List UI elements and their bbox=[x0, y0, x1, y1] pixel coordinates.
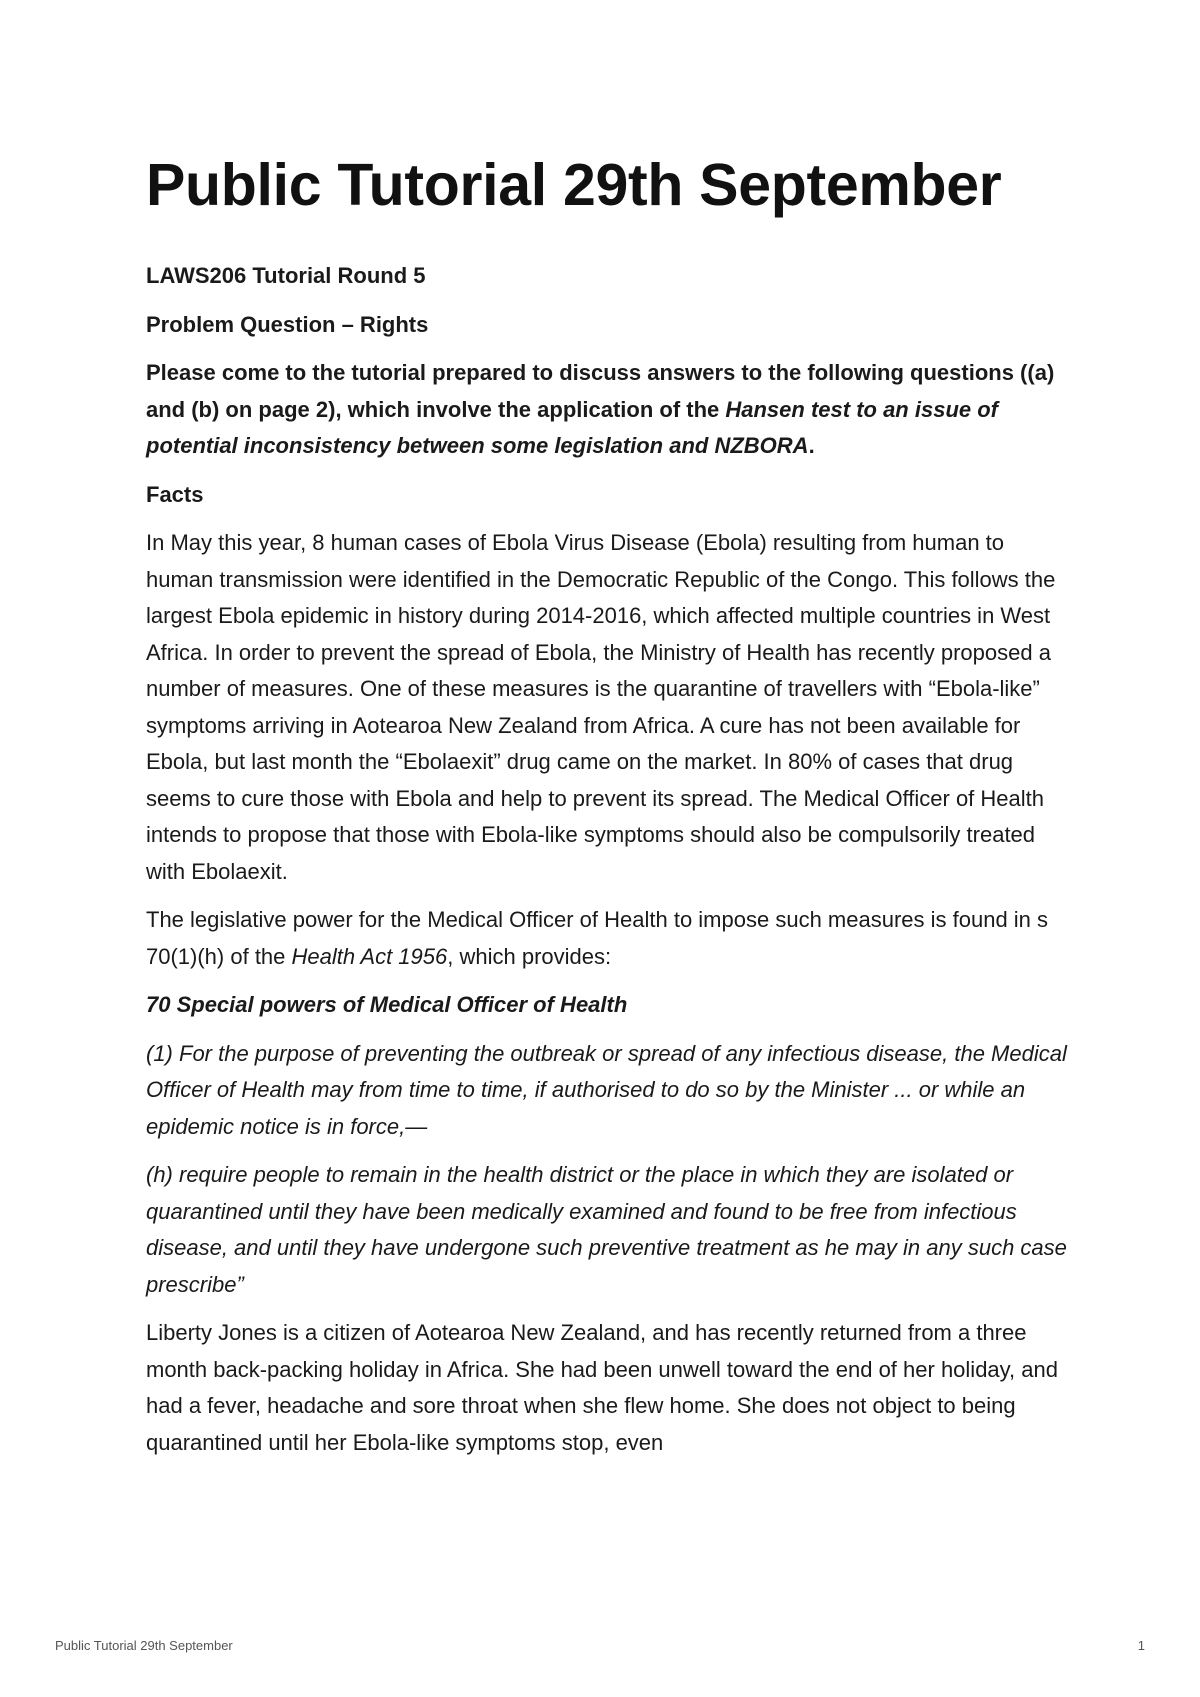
footer-title: Public Tutorial 29th September bbox=[55, 1638, 233, 1653]
legislative-part1: The legislative power for the Medical Officer of Health to impose such measures is found in s 70(1)(h) of the bbox=[146, 907, 1049, 969]
subsection-1: (1) For the purpose of preventing the outbreak or spread of any infectious disease, the Medical Officer of Health may from time to time, if authorised to do so by the Minister ... or while an epidemic notice is in force,— bbox=[146, 1040, 1067, 1139]
course-line: LAWS206 Tutorial Round 5 bbox=[146, 263, 426, 288]
page-number: 1 bbox=[1137, 1638, 1145, 1653]
intro-part1: Please come to the tutorial prepared to discuss answers to the following questions ((a) and (b) on page 2), which involve the application of the bbox=[146, 360, 1055, 422]
intro-part2: Hansen test to an issue of potential inconsistency between some legislation and NZBORA bbox=[146, 396, 998, 458]
legislative-part2: Health Act 1956 bbox=[291, 943, 448, 969]
intro-paragraph bbox=[146, 355, 1076, 465]
document-title: Public Tutorial 29th September bbox=[146, 152, 1002, 218]
legislative-paragraph bbox=[146, 902, 1076, 975]
facts-heading: Facts bbox=[146, 481, 204, 507]
section-heading: 70 Special powers of Medical Officer of Health bbox=[146, 992, 628, 1017]
legislative-part3: , which provides: bbox=[447, 943, 612, 969]
liberty-paragraph: Liberty Jones is a citizen of Aotearoa New Zealand, and has recently returned from a three month back-packing holiday in Africa. She had been unwell toward the end of her holiday, and had a fever, headache and sore throat when she flew home. She does not object to being quarantined until her Ebola-like symptoms stop, even bbox=[146, 1320, 1058, 1455]
intro-part3: . bbox=[808, 433, 815, 458]
document-page bbox=[146, 150, 1076, 1473]
subsection-h: (h) require people to remain in the health district or the place in which they are isolated or quarantined until they have been medically examined and found to be free from infectious disease, and until they have undergone such preventive treatment as he may in any such case prescribe” bbox=[146, 1162, 1067, 1297]
facts-paragraph: In May this year, 8 human cases of Ebola Virus Disease (Ebola) resulting from human to human transmission were identified in the Democratic Republic of the Congo. This follows the largest Ebola epidemic in history during 2014-2016, which affected multiple countries in West Africa. In order to prevent the spread of Ebola, the Ministry of Health has recently proposed a number of measures. One of these measures is the quarantine of travellers with “Ebola-like” symptoms arriving in Aotearoa New Zealand from Africa. A cure has not been available for Ebola, but last month the “Ebolaexit” drug came on the market. In 80% of cases that drug seems to cure those with Ebola and help to prevent its spread. The Medical Officer of Health intends to propose that those with Ebola-like symptoms should also be compulsorily treated with Ebolaexit. bbox=[146, 530, 1056, 884]
problem-line: Problem Question – Rights bbox=[146, 311, 429, 337]
